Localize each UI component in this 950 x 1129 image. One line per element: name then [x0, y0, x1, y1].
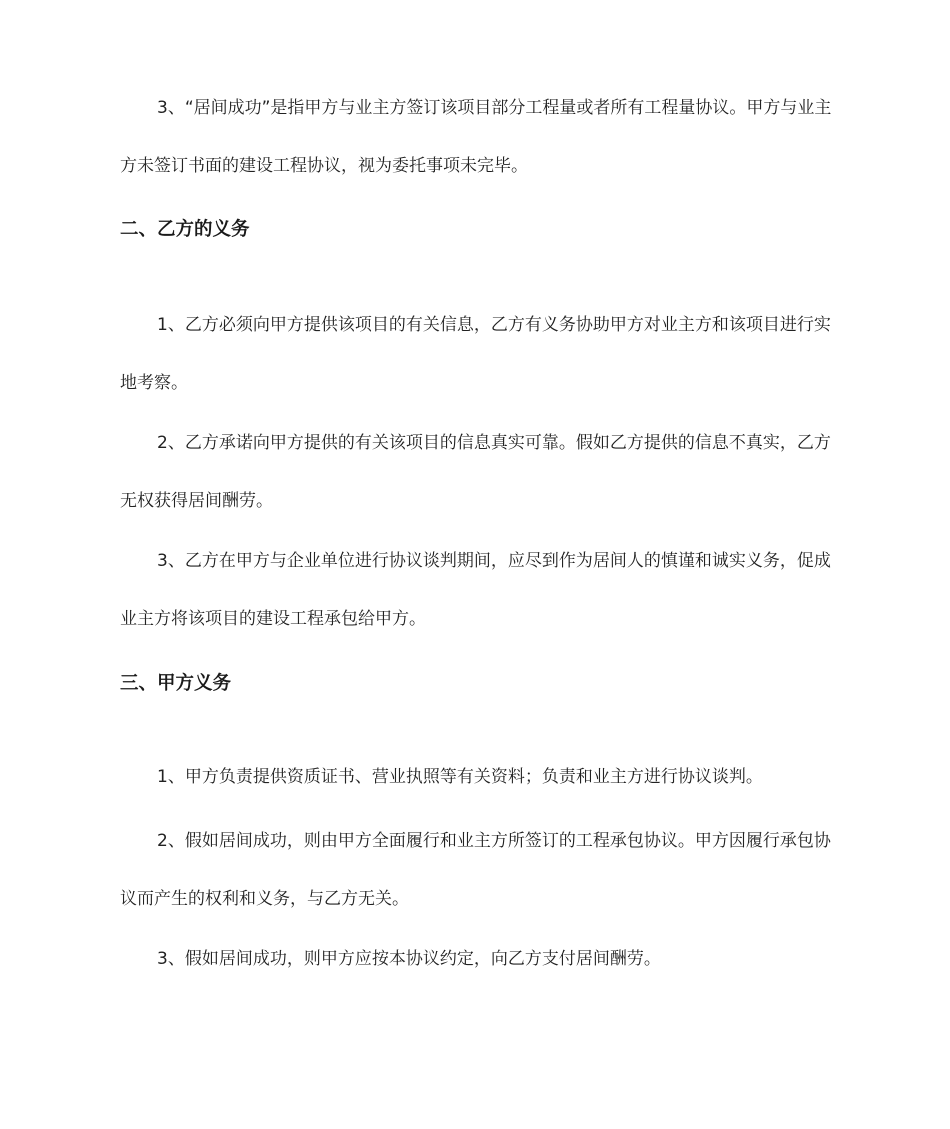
paragraph-success-definition: 3、“居间成功”是指甲方与业主方签订该项目部分工程量或者所有工程量协议。甲方与业主方未签订书面的建设工程协议，视为委托事项未完毕。 [120, 98, 832, 176]
paragraph-a-obligation-1: 1、甲方负责提供资质证书、营业执照等有关资料；负责和业主方进行协议谈判。 [157, 767, 763, 787]
heading-party-b-obligations: 二、乙方的义务 [120, 219, 250, 240]
heading-party-a-obligations: 三、甲方义务 [120, 673, 232, 694]
paragraph-b-obligation-3: 3、乙方在甲方与企业单位进行协议谈判期间，应尽到作为居间人的慎谨和诚实义务，促成业主方将该项目的建设工程承包给甲方。 [120, 551, 831, 629]
paragraph-a-obligation-2: 2、假如居间成功，则由甲方全面履行和业主方所签订的工程承包协议。甲方因履行承包协议而产生的权利和义务，与乙方无关。 [120, 831, 831, 909]
paragraph-b-obligation-2: 2、乙方承诺向甲方提供的有关该项目的信息真实可靠。假如乙方提供的信息不真实，乙方无权获得居间酬劳。 [120, 433, 831, 511]
paragraph-a-obligation-3: 3、假如居间成功，则甲方应按本协议约定，向乙方支付居间酬劳。 [157, 949, 661, 969]
paragraph-b-obligation-1: 1、乙方必须向甲方提供该项目的有关信息，乙方有义务协助甲方对业主方和该项目进行实地考察。 [120, 315, 831, 393]
